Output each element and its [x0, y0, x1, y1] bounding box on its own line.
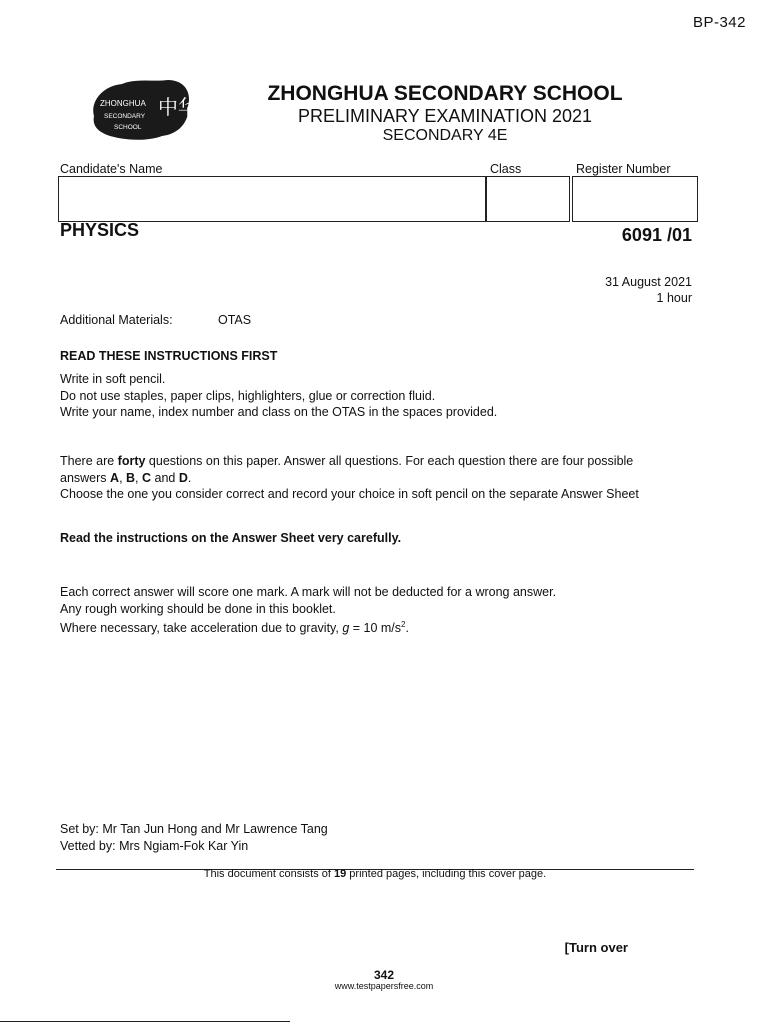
- register-number-field[interactable]: [572, 176, 698, 222]
- choose-line: Choose the one you consider correct and record your choice in soft pencil on the separate Answer Sheet: [60, 487, 639, 501]
- instruction-line: Do not use staples, paper clips, highlighters, glue or correction fluid.: [60, 388, 436, 403]
- school-name: ZHONGHUA SECONDARY SCHOOL: [267, 82, 623, 105]
- vetted-by: Vetted by: Mrs Ngiam-Fok Kar Yin: [60, 838, 249, 853]
- register-number-label: Register Number: [576, 162, 671, 176]
- instructions-heading: READ THESE INSTRUCTIONS FIRST: [60, 349, 278, 363]
- materials-value: OTAS: [218, 313, 252, 327]
- exam-title: PRELIMINARY EXAMINATION 2021: [297, 106, 593, 126]
- bottom-edge-line: [0, 1021, 290, 1022]
- website-link[interactable]: www.testpapersfree.com: [334, 981, 434, 991]
- marking-line: Each correct answer will score one mark. A mark will not be deducted for a wrong answer.: [60, 585, 557, 599]
- answers-line: answers A, B, C and D.: [60, 470, 192, 485]
- instructions-list: [60, 371, 700, 421]
- class-label: Class: [490, 162, 522, 176]
- exam-duration: 1 hour: [656, 291, 692, 305]
- subject-title: PHYSICS: [60, 220, 140, 240]
- svg-text:ZHONGHUA: ZHONGHUA: [100, 99, 146, 108]
- document-code: BP-342: [692, 14, 746, 31]
- materials-label: Additional Materials:: [60, 313, 173, 327]
- exam-level: SECONDARY 4E: [382, 127, 508, 144]
- svg-text:SCHOOL: SCHOOL: [114, 124, 142, 131]
- instruction-line: Write in soft pencil.: [60, 372, 166, 386]
- class-field[interactable]: [486, 176, 570, 222]
- questions-paragraph: [60, 453, 700, 503]
- candidate-name-label: Candidate's Name: [60, 162, 163, 176]
- svg-text:SECONDARY: SECONDARY: [104, 113, 146, 120]
- marking-paragraph: [60, 584, 700, 637]
- questions-line: There are forty questions on this paper. Answer all questions. For each question there are four possible: [60, 454, 634, 468]
- school-crest-icon: [84, 76, 194, 144]
- page-count-note: This document consists of 19 printed pages, including this cover page.: [203, 868, 547, 880]
- marking-line: Any rough working should be done in this booklet.: [60, 601, 336, 616]
- exam-date: 31 August 2021: [605, 275, 692, 289]
- turn-over: [Turn over: [564, 940, 628, 955]
- instruction-line: Write your name, index number and class on the OTAS in the spaces provided.: [60, 405, 498, 419]
- school-logo: [84, 76, 194, 144]
- candidate-name-field[interactable]: [58, 176, 486, 222]
- gravity-line: Where necessary, take acceleration due to gravity, g = 10 $m/s^2$.: [60, 620, 409, 636]
- paper-code: 6091 /01: [621, 225, 692, 245]
- set-by: Set by: Mr Tan Jun Hong and Mr Lawrence Tang: [60, 822, 328, 836]
- page-number: 342: [373, 968, 395, 982]
- svg-text:中华: 中华: [158, 95, 194, 119]
- answer-sheet-note: Read the instructions on the Answer Sheet very carefully.: [60, 531, 402, 545]
- exam-date-duration: [605, 274, 692, 306]
- setters: [60, 821, 700, 854]
